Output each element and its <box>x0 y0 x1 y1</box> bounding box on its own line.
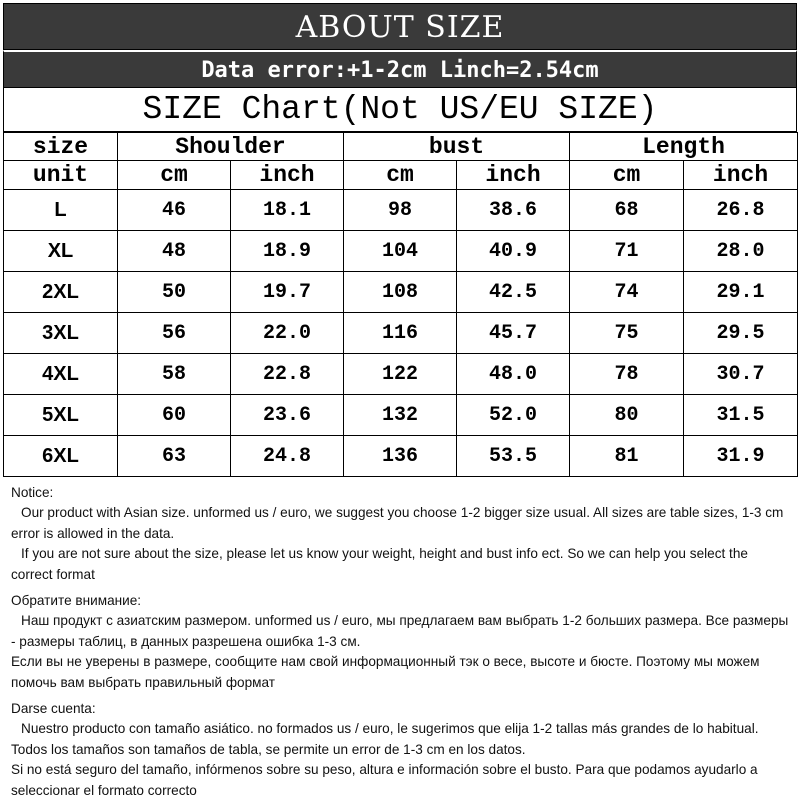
shoulder-inch-cell: 24.8 <box>231 436 344 477</box>
shoulder-inch-cell: 22.8 <box>231 354 344 395</box>
shoulder-inch-cell: 23.6 <box>231 395 344 436</box>
size-cell: 3XL <box>4 313 118 354</box>
notice-text-es-2: Si no está seguro del tamaño, infórmenos sobre su peso, altura e información sobre el busto. Para que podamos ayudarlo a seleccionar el formato correcto <box>11 762 758 798</box>
length-inch-cell: 29.1 <box>684 272 798 313</box>
bust-inch-cell: 52.0 <box>457 395 570 436</box>
table-row <box>4 436 798 477</box>
length-inch-cell: 29.5 <box>684 313 798 354</box>
bust-inch-cell: 45.7 <box>457 313 570 354</box>
unit-header-row <box>4 161 798 190</box>
length-cm-cell: 68 <box>570 190 684 231</box>
header-unit: unit <box>4 161 118 190</box>
shoulder-cm-cell: 56 <box>118 313 231 354</box>
length-cm-cell: 81 <box>570 436 684 477</box>
bust-cm-cell: 132 <box>344 395 457 436</box>
length-cm-cell: 74 <box>570 272 684 313</box>
notice-text-es-1: Nuestro producto con tamaño asiático. no formados us / euro, le sugerimos que elija 1-2 tallas más grandes de lo habitual. Todos los tamaños son tamaños de tabla, se permite un error de 1-3 cm en los datos. <box>11 721 759 757</box>
notice-text-en-1: Our product with Asian size. unformed us / euro, we suggest you choose 1-2 bigger size usual. All sizes are table sizes, 1-3 cm error is allowed in the data. <box>11 505 784 541</box>
size-chart-panel <box>3 3 797 477</box>
table-row <box>4 231 798 272</box>
shoulder-cm-cell: 63 <box>118 436 231 477</box>
shoulder-inch-cell: 18.9 <box>231 231 344 272</box>
notice-heading-en: Notice: <box>11 485 54 500</box>
header-bust-inch: inch <box>457 161 570 190</box>
size-notes <box>11 483 791 801</box>
bust-cm-cell: 136 <box>344 436 457 477</box>
bust-inch-cell: 48.0 <box>457 354 570 395</box>
shoulder-cm-cell: 48 <box>118 231 231 272</box>
size-cell: 6XL <box>4 436 118 477</box>
notice-text-ru-2: Если вы не уверены в размере, сообщите нам свой информационный тэк о весе, высоте и бюсте. Поэтому мы можем помочь вам выбрать правильный формат <box>11 654 760 690</box>
header-length-cm: cm <box>570 161 684 190</box>
bust-cm-cell: 104 <box>344 231 457 272</box>
notice-heading-ru: Обратите внимание: <box>11 593 142 609</box>
length-inch-cell: 31.5 <box>684 395 798 436</box>
length-cm-cell: 71 <box>570 231 684 272</box>
shoulder-cm-cell: 58 <box>118 354 231 395</box>
header-length-inch: inch <box>684 161 798 190</box>
header-length: Length <box>570 133 798 161</box>
notice-text-ru-1: Наш продукт с азиатским размером. unformed us / euro, мы предлагаем вам выбрать 1-2 больших размера. Все размеры - размеры таблиц, в данных разрешена ошибка 1-3 см. <box>11 613 789 649</box>
header-shoulder: Shoulder <box>118 133 344 161</box>
header-shoulder-cm: cm <box>118 161 231 190</box>
shoulder-inch-cell: 22.0 <box>231 313 344 354</box>
group-header-row <box>4 133 798 161</box>
bust-inch-cell: 40.9 <box>457 231 570 272</box>
shoulder-cm-cell: 60 <box>118 395 231 436</box>
header-bust-cm: cm <box>344 161 457 190</box>
shoulder-inch-cell: 18.1 <box>231 190 344 231</box>
size-cell: 2XL <box>4 272 118 313</box>
notice-text-en-2: If you are not sure about the size, please let us know your weight, height and bust info ect. So we can help you select the correct format <box>11 546 748 582</box>
size-cell: XL <box>4 231 118 272</box>
table-row <box>4 354 798 395</box>
length-inch-cell: 28.0 <box>684 231 798 272</box>
header-shoulder-inch: inch <box>231 161 344 190</box>
bust-cm-cell: 98 <box>344 190 457 231</box>
table-row <box>4 395 798 436</box>
shoulder-cm-cell: 50 <box>118 272 231 313</box>
data-error-banner: Data error:+1-2cm Linch=2.54cm <box>3 50 797 88</box>
bust-inch-cell: 53.5 <box>457 436 570 477</box>
length-cm-cell: 80 <box>570 395 684 436</box>
table-row <box>4 272 798 313</box>
size-cell: 4XL <box>4 354 118 395</box>
table-row <box>4 313 798 354</box>
bust-cm-cell: 108 <box>344 272 457 313</box>
length-inch-cell: 30.7 <box>684 354 798 395</box>
shoulder-inch-cell: 19.7 <box>231 272 344 313</box>
about-size-banner: ABOUT SIZE <box>3 3 797 50</box>
length-cm-cell: 78 <box>570 354 684 395</box>
bust-inch-cell: 38.6 <box>457 190 570 231</box>
bust-cm-cell: 116 <box>344 313 457 354</box>
size-cell: 5XL <box>4 395 118 436</box>
table-row <box>4 190 798 231</box>
length-cm-cell: 75 <box>570 313 684 354</box>
header-size: size <box>4 133 118 161</box>
size-table <box>3 132 798 477</box>
bust-inch-cell: 42.5 <box>457 272 570 313</box>
shoulder-cm-cell: 46 <box>118 190 231 231</box>
header-bust: bust <box>344 133 570 161</box>
notice-heading-es: Darse cuenta: <box>11 701 96 717</box>
size-chart-title: SIZE Chart(Not US/EU SIZE) <box>3 88 797 132</box>
size-cell: L <box>4 190 118 231</box>
length-inch-cell: 26.8 <box>684 190 798 231</box>
length-inch-cell: 31.9 <box>684 436 798 477</box>
bust-cm-cell: 122 <box>344 354 457 395</box>
